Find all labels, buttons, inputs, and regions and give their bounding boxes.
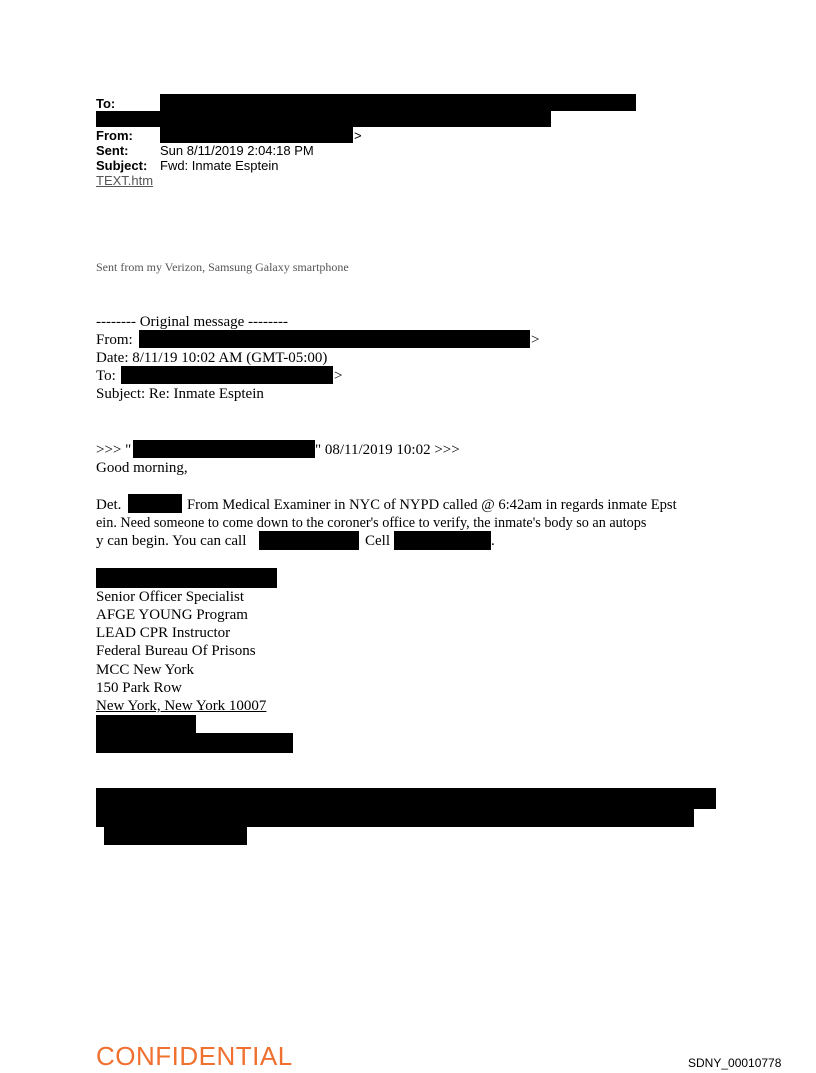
paragraph-line3-b: Cell xyxy=(365,533,390,549)
sent-from-signature: Sent from my Verizon, Samsung Galaxy smartphone xyxy=(96,260,349,274)
signature-line: Senior Officer Specialist xyxy=(96,589,245,605)
sent-label: Sent: xyxy=(96,143,129,158)
quote-suffix: " 08/11/2019 10:02 >>> xyxy=(315,442,460,458)
original-from-suffix: > xyxy=(531,332,540,348)
bates-number: SDNY_00010778 xyxy=(688,1056,782,1070)
redaction-block-3 xyxy=(104,826,247,845)
original-to-suffix: > xyxy=(334,368,343,384)
from-label: From: xyxy=(96,128,133,143)
redaction-signature-phone xyxy=(96,715,196,733)
redaction-from xyxy=(160,127,353,143)
confidential-stamp: CONFIDENTIAL xyxy=(96,1041,293,1071)
signature-line: AFGE YOUNG Program xyxy=(96,607,248,623)
original-date: Date: 8/11/19 10:02 AM (GMT-05:00) xyxy=(96,350,328,366)
greeting: Good morning, xyxy=(96,460,188,476)
signature-line: Federal Bureau Of Prisons xyxy=(96,643,256,659)
paragraph-line1-a: Det. xyxy=(96,497,122,513)
original-subject: Subject: Re: Inmate Esptein xyxy=(96,386,264,402)
redaction-signature-email xyxy=(96,733,293,753)
redaction-contact-name xyxy=(259,531,359,550)
paragraph-line2: ein. Need someone to come down to the coroner's office to verify, the inmate's body so an autops xyxy=(96,515,647,531)
original-message-divider: -------- Original message -------- xyxy=(96,314,288,330)
paragraph-line3-c: . xyxy=(491,533,495,549)
subject-label: Subject: xyxy=(96,158,148,173)
redaction-block-2 xyxy=(96,808,694,827)
subject-value: Fwd: Inmate Esptein xyxy=(160,158,279,173)
redaction-quote-sender xyxy=(133,440,315,458)
to-label: To: xyxy=(96,96,116,111)
redaction-to xyxy=(160,94,636,111)
original-from-label: From: xyxy=(96,332,133,348)
paragraph-line1-b: From Medical Examiner in NYC of NYPD called @ 6:42am in regards inmate Epst xyxy=(187,497,677,513)
signature-line: LEAD CPR Instructor xyxy=(96,625,231,641)
sent-value: Sun 8/11/2019 2:04:18 PM xyxy=(160,143,314,158)
redaction-cell-number xyxy=(394,531,491,550)
redaction-signature-name xyxy=(96,568,277,588)
redaction-block-1 xyxy=(96,788,716,809)
original-to-label: To: xyxy=(96,368,116,384)
signature-line: MCC New York xyxy=(96,662,194,678)
from-suffix: > xyxy=(354,128,362,143)
attachment-link[interactable]: TEXT.htm xyxy=(96,173,154,188)
paragraph-line3-a: y can begin. You can call xyxy=(96,533,247,549)
redaction-to-2 xyxy=(96,111,551,127)
signature-line: 150 Park Row xyxy=(96,680,182,696)
quote-prefix: >>> " xyxy=(96,442,132,458)
redaction-detective-name xyxy=(128,494,182,513)
redaction-original-from xyxy=(139,330,530,348)
redaction-original-to xyxy=(121,366,333,384)
signature-address: New York, New York 10007 xyxy=(96,698,267,714)
